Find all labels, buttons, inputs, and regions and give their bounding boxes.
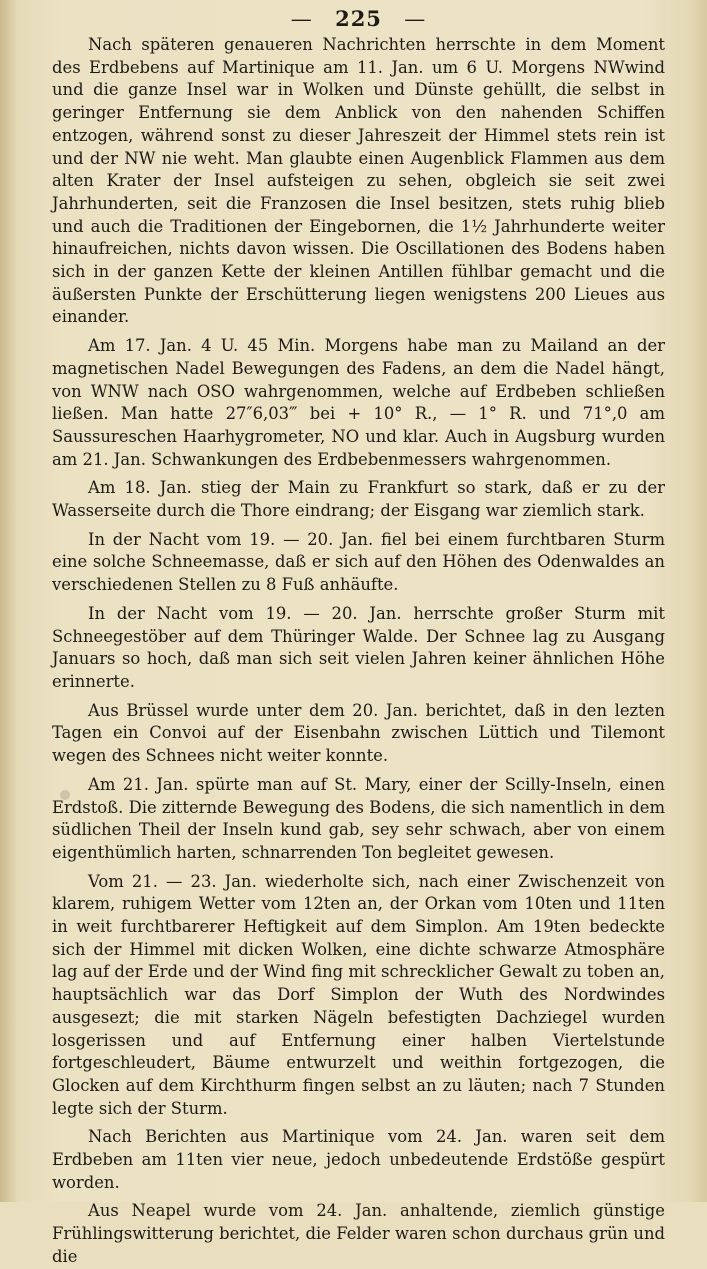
body-text [52, 34, 665, 1269]
header-dash-right: — [404, 7, 427, 31]
paragraph-thuringia-storm: In der Nacht vom 19. — 20. Jan. herrschte großer Sturm mit Schneegestöber auf dem Thüringer Walde. Der Schnee lag zu Ausgang Januars so hoch, daß man sich seit vielen Jahren keiner ähnlichen Höhe erinnerte. [52, 603, 665, 691]
paragraph-frankfurt-main: Am 18. Jan. stieg der Main zu Frankfurt so stark, daß er zu der Wasserseite durch die Thore eindrang; der Eisgang war ziemlich stark. [52, 478, 665, 521]
paragraph-martinique-aftershocks: Nach Berichten aus Martinique vom 24. Jan. waren seit dem Erdbeben am 11ten vier neue, jedoch unbedeutende Erdstöße gespürt worden. [52, 1127, 665, 1192]
paragraph-milan-magnetic-needle: Am 17. Jan. 4 U. 45 Min. Morgens habe man zu Mailand an der magnetischen Nadel Bewegungen des Fadens, an dem die Nadel hängt, von WNW nach OSO wahrgenommen, welche auf Erdbeben schließen ließen. Man hatte 27″6,03‴ bei + 10° R., — 1° R. und 71°,0 am Saussureschen Haarhygrometer, NO und klar. Auch in Augsburg wurden am 21. Jan. Schwankungen des Erdbebenmessers wahrgenommen. [52, 336, 665, 469]
page-number: 225 [335, 6, 382, 31]
paragraph-simplon-storm: Vom 21. — 23. Jan. wiederholte sich, nach einer Zwischenzeit von klarem, ruhigem Wetter vom 12ten an, der Orkan vom 10ten und 11ten in weit furchtbarerer Heftigkeit auf dem Simplon. Am 19ten bedeckte sich der Himmel mit dicken Wolken, eine dichte schwarze Atmosphäre lag auf der Erde und der Wind fing mit schrecklicher Gewalt zu toben an, hauptsächlich war das Dorf Simplon der Wuth des Nordwindes ausgesezt; die mit starken Nägeln befestigten Dachziegel wurden losgerissen und auf Entfernung einer halben Viertelstunde fortgeschleudert, Bäume entwurzelt und weithin fortgezogen, die Glocken auf dem Kirchthurm fingen selbst an zu läuten; nach 7 Stunden legte sich der Sturm. [52, 871, 665, 1118]
paragraph-scilly-earthquake: Am 21. Jan. spürte man auf St. Mary, einer der Scilly-Inseln, einen Erdstoß. Die zitternde Bewegung des Bodens, die sich namentlich in dem südlichen Theil der Inseln kund gab, sey sehr schwach, aber von einem eigenthümlich harten, schnarrenden Ton begleitet gewesen. [52, 774, 665, 862]
paragraph-brussels-convoy: Aus Brüssel wurde unter dem 20. Jan. berichtet, daß in den lezten Tagen ein Convoi auf der Eisenbahn zwischen Lüttich und Tilemont wegen des Schnees nicht weiter konnte. [52, 700, 665, 766]
paragraph-naples-weather: Aus Neapel wurde vom 24. Jan. anhaltende, ziemlich günstige Frühlingswitterung berichtet, die Felder waren schon durchaus grün und die [52, 1201, 665, 1266]
scan-blemish [60, 790, 70, 800]
page-header [52, 4, 665, 34]
paragraph-martinique-earthquake: Nach späteren genaueren Nachrichten herrschte in dem Moment des Erdbebens auf Martinique am 11. Jan. um 6 U. Morgens NWwind und die ganze Insel war in Wolken und Dünste gehüllt, die selbst in geringer Entfernung sie dem Anblick von den nahenden Schiffen entzogen, während sonst zu dieser Jahreszeit der Himmel stets rein ist und der NW nie weht. Man glaubte einen Augenblick Flammen aus dem alten Krater der Insel aufsteigen zu sehen, obgleich sie seit zwei Jahrhunderten, seit die Franzosen die Insel besitzen, stets ruhig blieb und auch die Traditionen der Eingebornen, die 1½ Jahrhunderte weiter hinaufreichen, nichts davon wissen. Die Oscillationen des Bodens haben sich in der ganzen Kette der kleinen Antillen fühlbar gemacht und die äußersten Punkte der Erschütterung liegen wenigstens 200 Lieues aus einander. [52, 35, 665, 327]
paragraph-odenwald-snow: In der Nacht vom 19. — 20. Jan. fiel bei einem furchtbaren Sturm eine solche Schneemasse, daß er sich auf den Höhen des Odenwaldes an verschiedenen Stellen zu 8 Fuß anhäufte. [52, 529, 665, 595]
header-dash-left: — [290, 7, 313, 31]
